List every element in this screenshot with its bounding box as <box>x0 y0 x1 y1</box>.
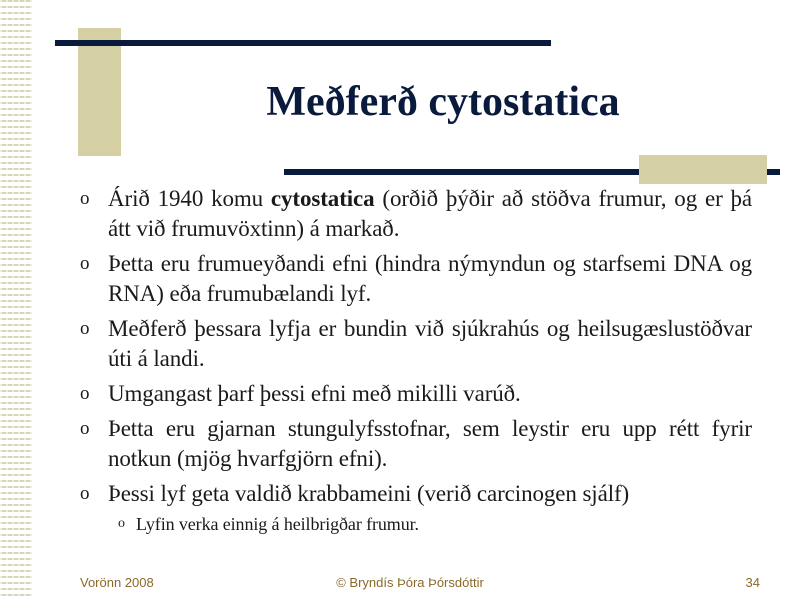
bullet-text-after: (orðið þýðir að stöðva frumur, og er þá átt við frumuvöxtinn) á markað. <box>108 186 752 241</box>
bullet-icon: o <box>80 483 90 504</box>
bullet-item <box>80 479 752 536</box>
footer-page-number: 34 <box>745 575 760 590</box>
bullet-list <box>80 184 752 536</box>
sub-bullet-icon: o <box>118 516 125 531</box>
slide-title: Meðferð cytostatica <box>266 79 620 125</box>
bullet-item <box>80 249 752 309</box>
bullet-item <box>80 184 752 244</box>
bullet-item <box>80 414 752 474</box>
accent-block-bottom <box>639 155 767 184</box>
bullet-item <box>80 314 752 374</box>
sub-bullet-text: Lyfin verka einnig á heilbrigðar frumur. <box>136 514 419 534</box>
bullet-text: Þessi lyf geta valdið krabbameini (verið carcinogen sjálf) <box>108 481 630 506</box>
footer-semester: Vorönn 2008 <box>80 575 154 590</box>
bullet-text: Meðferð þessara lyfja er bundin við sjúkrahús og heilsugæslustöðvar úti á landi. <box>108 316 752 371</box>
bullet-icon: o <box>80 188 90 209</box>
sub-bullet-item <box>108 512 752 536</box>
bullet-text-bold: cytostatica <box>270 186 375 211</box>
bullet-text: Þetta eru frumueyðandi efni (hindra nýmyndun og starfsemi DNA og RNA) eða frumubælandi lyf. <box>108 251 752 306</box>
bullet-icon: o <box>80 383 90 404</box>
bullet-item <box>80 379 752 409</box>
bullet-icon: o <box>80 418 90 439</box>
bullet-icon: o <box>80 318 90 339</box>
footer-author: © Bryndís Þóra Þórsdóttir <box>336 575 484 590</box>
bullet-text: Þetta eru gjarnan stungulyfsstofnar, sem leystir eru upp rétt fyrir notkun (mjög hvarfgjörn efni). <box>108 416 752 471</box>
bullet-text: Umgangast þarf þessi efni með mikilli varúð. <box>108 381 521 406</box>
bullet-icon: o <box>80 253 90 274</box>
top-rule <box>55 40 551 46</box>
sub-bullet-list <box>108 512 752 536</box>
slide-content <box>80 184 752 541</box>
bullet-text-before: Árið 1940 komu <box>108 186 271 211</box>
